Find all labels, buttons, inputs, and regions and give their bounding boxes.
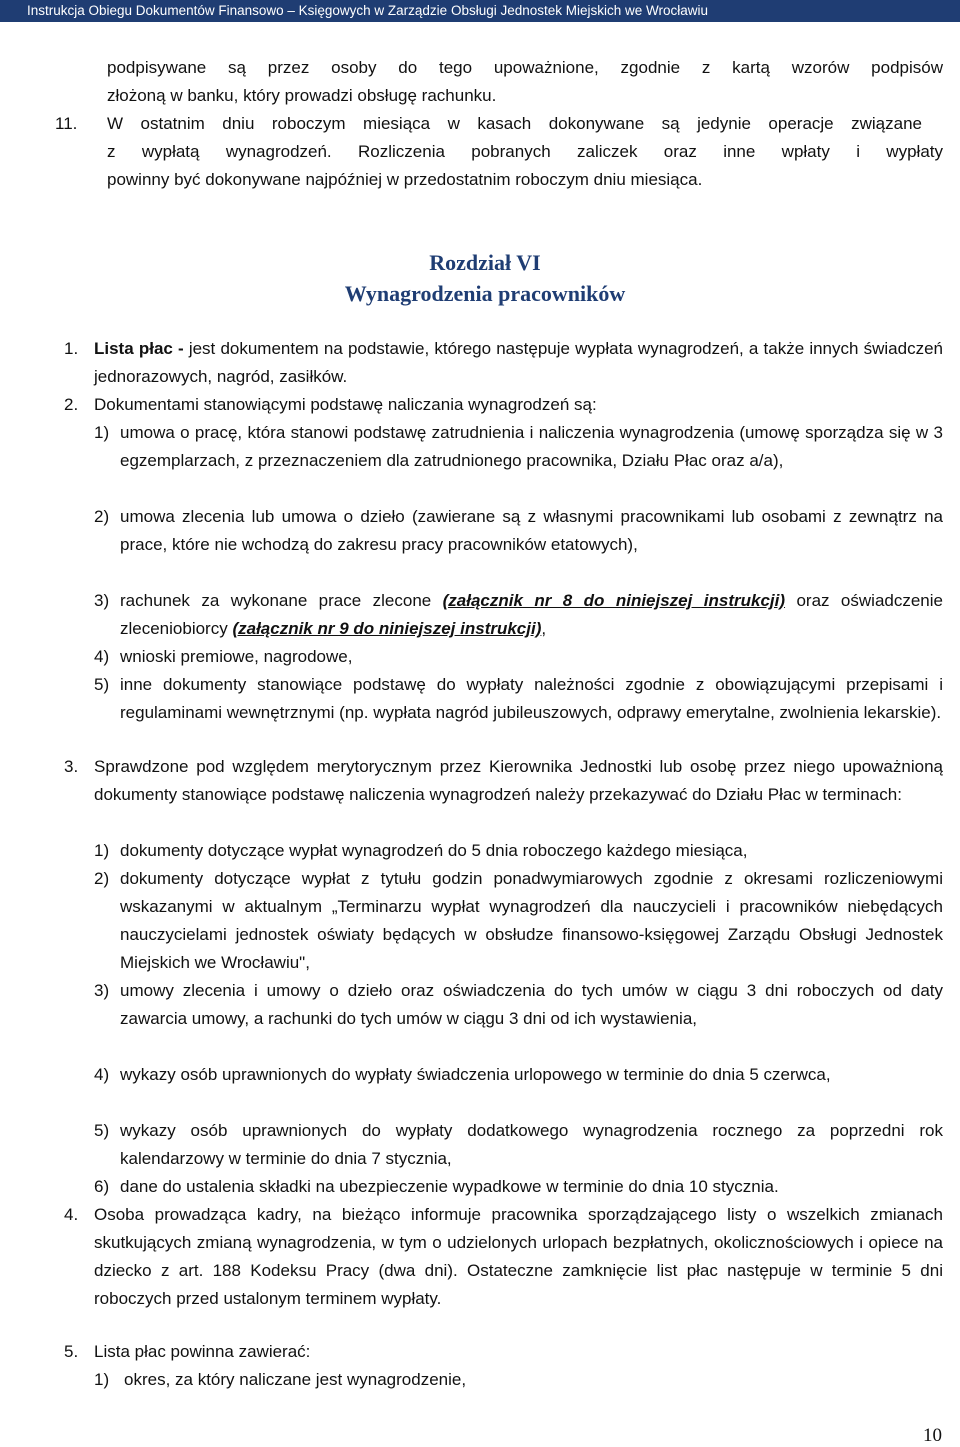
list-item: dane do ustalenia składki na ubezpieczenie wypadkowe w terminie do dnia 10 stycznia. xyxy=(120,1177,779,1196)
list-item-number: 3) xyxy=(94,591,110,610)
document-header xyxy=(0,0,960,22)
chapter-title: Wynagrodzenia pracowników xyxy=(344,281,626,306)
section-number: 2. xyxy=(64,395,79,414)
paragraph-line: powinny być dokonywane najpóźniej w przedostatnim roboczym dniu miesiąca. xyxy=(107,170,703,189)
section-number: 4. xyxy=(64,1205,79,1224)
section-1-bold-term: Lista płac - xyxy=(94,339,184,358)
paragraph-line: z wypłatą wynagrodzeń. Rozliczenia pobranych zaliczek oraz inne wpłaty i wypłaty xyxy=(107,142,943,161)
list-item-number: 4) xyxy=(94,647,110,666)
list-item: dokumenty dotyczące wypłat wynagrodzeń do 5 dnia roboczego każdego miesiąca, xyxy=(120,841,748,860)
list-item: umowy zlecenia i umowy o dzieło oraz oświadczenia do tych umów w ciągu 3 dni roboczych od daty zawarcia umowy, a rachunki do tych umów w ciągu 3 dni od ich wystawienia, xyxy=(120,981,943,1028)
list-item-number: 1) xyxy=(94,1370,110,1389)
section-1-body: jest dokumentem na podstawie, którego następuje wypłata wynagrodzeń, a także innych świadczeń jednorazowych, nagród, zasiłków. xyxy=(94,339,943,386)
list-item: wnioski premiowe, nagrodowe, xyxy=(120,647,353,666)
document-header-title: Instrukcja Obiegu Dokumentów Finansowo – Księgowych w Zarządzie Obsługi Jednostek Miejskich we Wrocławiu xyxy=(27,3,709,18)
chapter-number: Rozdział VI xyxy=(429,250,541,275)
section-number: 3. xyxy=(64,757,79,776)
section-2-text: Dokumentami stanowiącymi podstawę naliczania wynagrodzeń są: xyxy=(94,395,597,414)
list-item-number: 4) xyxy=(94,1065,110,1084)
section-number: 1. xyxy=(64,339,79,358)
item-number: 11. xyxy=(55,114,78,133)
list-item-text: oraz oświadczenie zleceniobiorcy xyxy=(120,591,943,638)
list-item: umowa zlecenia lub umowa o dzieło (zawierane są z własnymi pracownikami lub osobami z zewnątrz na prace, które nie wchodzą do zakresu pracy pracowników etatowych), xyxy=(120,507,943,554)
page-number: 10 xyxy=(923,1425,942,1446)
list-item-text: , xyxy=(541,619,547,638)
list-item-number: 1) xyxy=(94,841,110,860)
section-1-text xyxy=(94,335,943,391)
attachment-reference: (załącznik nr 9 do niniejszej instrukcji) xyxy=(232,619,542,638)
list-item: dokumenty dotyczące wypłat z tytułu godzin ponadwymiarowych zgodnie z okresami rozliczeniowymi wskazanymi w aktualnym „Terminarzu wypłat wynagrodzeń dla nauczycieli i pracowników niebędących nauczycielami jednostek oświaty będących w obsłudze finansowo-księgowej Zarządu Obsługi Jednostek Miejskich we Wrocławiu", xyxy=(120,869,943,972)
list-item xyxy=(120,587,943,643)
section-4-text: Osoba prowadząca kadry, na bieżąco informuje pracownika sporządzającego listy o wszelkich zmianach skutkujących zmianą wynagrodzenia, w tym o udzielonych urlopach bezpłatnych, okolicznościowych i opiece na dziecko z art. 188 Kodeksu Pracy (dwa dni). Ostateczne zamknięcie list płac następuje w terminie 5 dni roboczych przed ustalonym terminem wypłaty. xyxy=(94,1205,943,1308)
list-item-number: 6) xyxy=(94,1177,110,1196)
paragraph-line: podpisywane są przez osoby do tego upoważnione, zgodnie z kartą wzorów podpisów xyxy=(107,58,943,77)
section-3-text: Sprawdzone pod względem merytorycznym przez Kierownika Jednostki lub osobę przez niego upoważnioną dokumenty stanowiące podstawę naliczenia wynagrodzeń należy przekazywać do Działu Płac w terminach: xyxy=(94,757,943,804)
list-item-number: 5) xyxy=(94,1121,110,1140)
list-item: okres, za który naliczane jest wynagrodzenie, xyxy=(124,1370,467,1389)
paragraph-line: złożoną w banku, który prowadzi obsługę rachunku. xyxy=(107,86,497,105)
list-item: wykazy osób uprawnionych do wypłaty świadczenia urlopowego w terminie do dnia 5 czerwca, xyxy=(120,1065,831,1084)
list-item: inne dokumenty stanowiące podstawę do wypłaty należności zgodnie z obowiązującymi przepisami i regulaminami wewnętrznymi (np. wypłata nagród jubileuszowych, odprawy emerytalne, zwolnienia lekarskie). xyxy=(120,675,943,722)
list-item-text: rachunek za wykonane prace zlecone xyxy=(120,591,443,610)
list-item-number: 2) xyxy=(94,869,110,888)
list-item-number: 3) xyxy=(94,981,110,1000)
section-5-text: Lista płac powinna zawierać: xyxy=(94,1342,311,1361)
list-item-number: 5) xyxy=(94,675,110,694)
list-item-number: 2) xyxy=(94,507,110,526)
paragraph-line: W ostatnim dniu roboczym miesiąca w kasach dokonywane są jedynie operacje związane xyxy=(107,114,922,133)
list-item: umowa o pracę, która stanowi podstawę zatrudnienia i naliczenia wynagrodzenia (umowę sporządza się w 3 egzemplarzach, z przeznaczeniem dla zatrudnionego pracownika, Działu Płac oraz a/a), xyxy=(120,423,943,470)
list-item: wykazy osób uprawnionych do wypłaty dodatkowego wynagrodzenia rocznego za poprzedni rok kalendarzowy w terminie do dnia 7 stycznia, xyxy=(120,1121,943,1168)
list-item-number: 1) xyxy=(94,423,110,442)
section-number: 5. xyxy=(64,1342,79,1361)
attachment-reference: (załącznik nr 8 do niniejszej instrukcji) xyxy=(442,591,786,610)
